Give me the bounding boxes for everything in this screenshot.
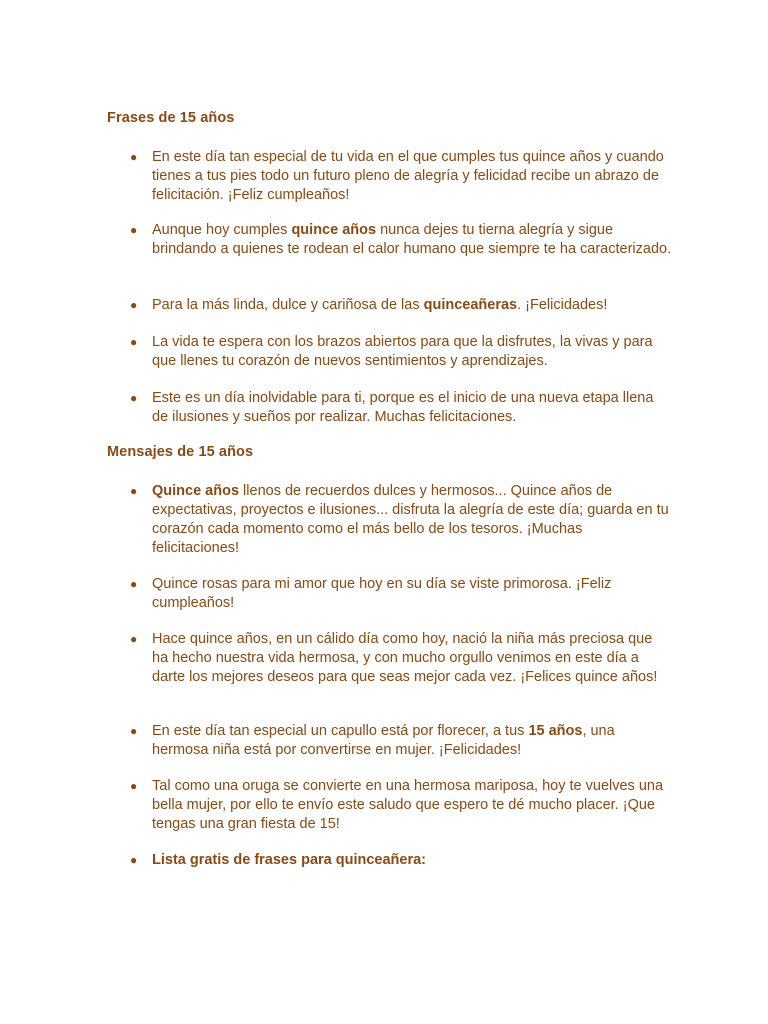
bullet-icon: ● (130, 779, 138, 793)
list-item: ● En este día tan especial un capullo está por florecer, a tus 15 años, una hermosa niña está por convertirse en mujer. ¡Felicidades! (130, 723, 615, 758)
bullet-icon: ● (130, 335, 138, 349)
list-item: ● En este día tan especial de tu vida en el que cumples tus quince años y cuando tienes a tus pies todo un futuro pleno de alegría y felicidad recibe un abrazo de felicitación. ¡Feliz cumpleaños! (130, 149, 664, 203)
bullet-icon: ● (130, 577, 138, 591)
bullet-icon: ● (130, 150, 138, 164)
list-item: ● Quince rosas para mi amor que hoy en su día se viste primorosa. ¡Feliz cumpleaños! (130, 576, 612, 611)
list-item: ● Este es un día inolvidable para ti, porque es el inicio de una nueva etapa llena de ilusiones y sueños por realizar. Muchas felicitaciones. (130, 390, 654, 425)
bullet-icon: ● (130, 223, 138, 237)
list-item: ● Lista gratis de frases para quinceañera: (130, 852, 426, 868)
bullet-icon: ● (130, 391, 138, 405)
list-item: ● Aunque hoy cumples quince años nunca dejes tu tierna alegría y sigue brindando a quienes te rodean el calor humano que siempre te ha caracterizado. (130, 222, 672, 257)
bullet-icon: ● (130, 484, 138, 498)
list-item: ● Hace quince años, en un cálido día como hoy, nació la niña más preciosa que ha hecho nuestra vida hermosa, y con mucho orgullo venimos en este día a darte los mejores deseos para que seas mejor cada vez. ¡Felices quince años! (130, 631, 658, 685)
list-item: ● La vida te espera con los brazos abiertos para que la disfrutes, la vivas y para que llenes tu corazón de nuevos sentimientos y aprendizajes. (130, 334, 653, 369)
bullet-icon: ● (130, 298, 138, 312)
section-heading-mensajes: Mensajes de 15 años (107, 444, 254, 460)
bullet-icon: ● (130, 724, 138, 738)
list-item: ● Quince años llenos de recuerdos dulces y hermosos... Quince años de expectativas, proyectos e ilusiones... disfruta la alegría de este día; guarda en tu corazón cada momento como el más bello de los tesoros. ¡Muchas felicitaciones! (130, 483, 669, 556)
bullet-icon: ● (130, 632, 138, 646)
list-item: ● Para la más linda, dulce y cariñosa de las quinceañeras. ¡Felicidades! (130, 297, 608, 313)
section-heading-frases: Frases de 15 años (107, 110, 235, 126)
bullet-icon: ● (130, 853, 138, 867)
list-item: ● Tal como una oruga se convierte en una hermosa mariposa, hoy te vuelves una bella mujer, por ello te envío este saludo que espero te dé mucho placer. ¡Que tengas una gran fiesta de 15! (130, 778, 664, 832)
